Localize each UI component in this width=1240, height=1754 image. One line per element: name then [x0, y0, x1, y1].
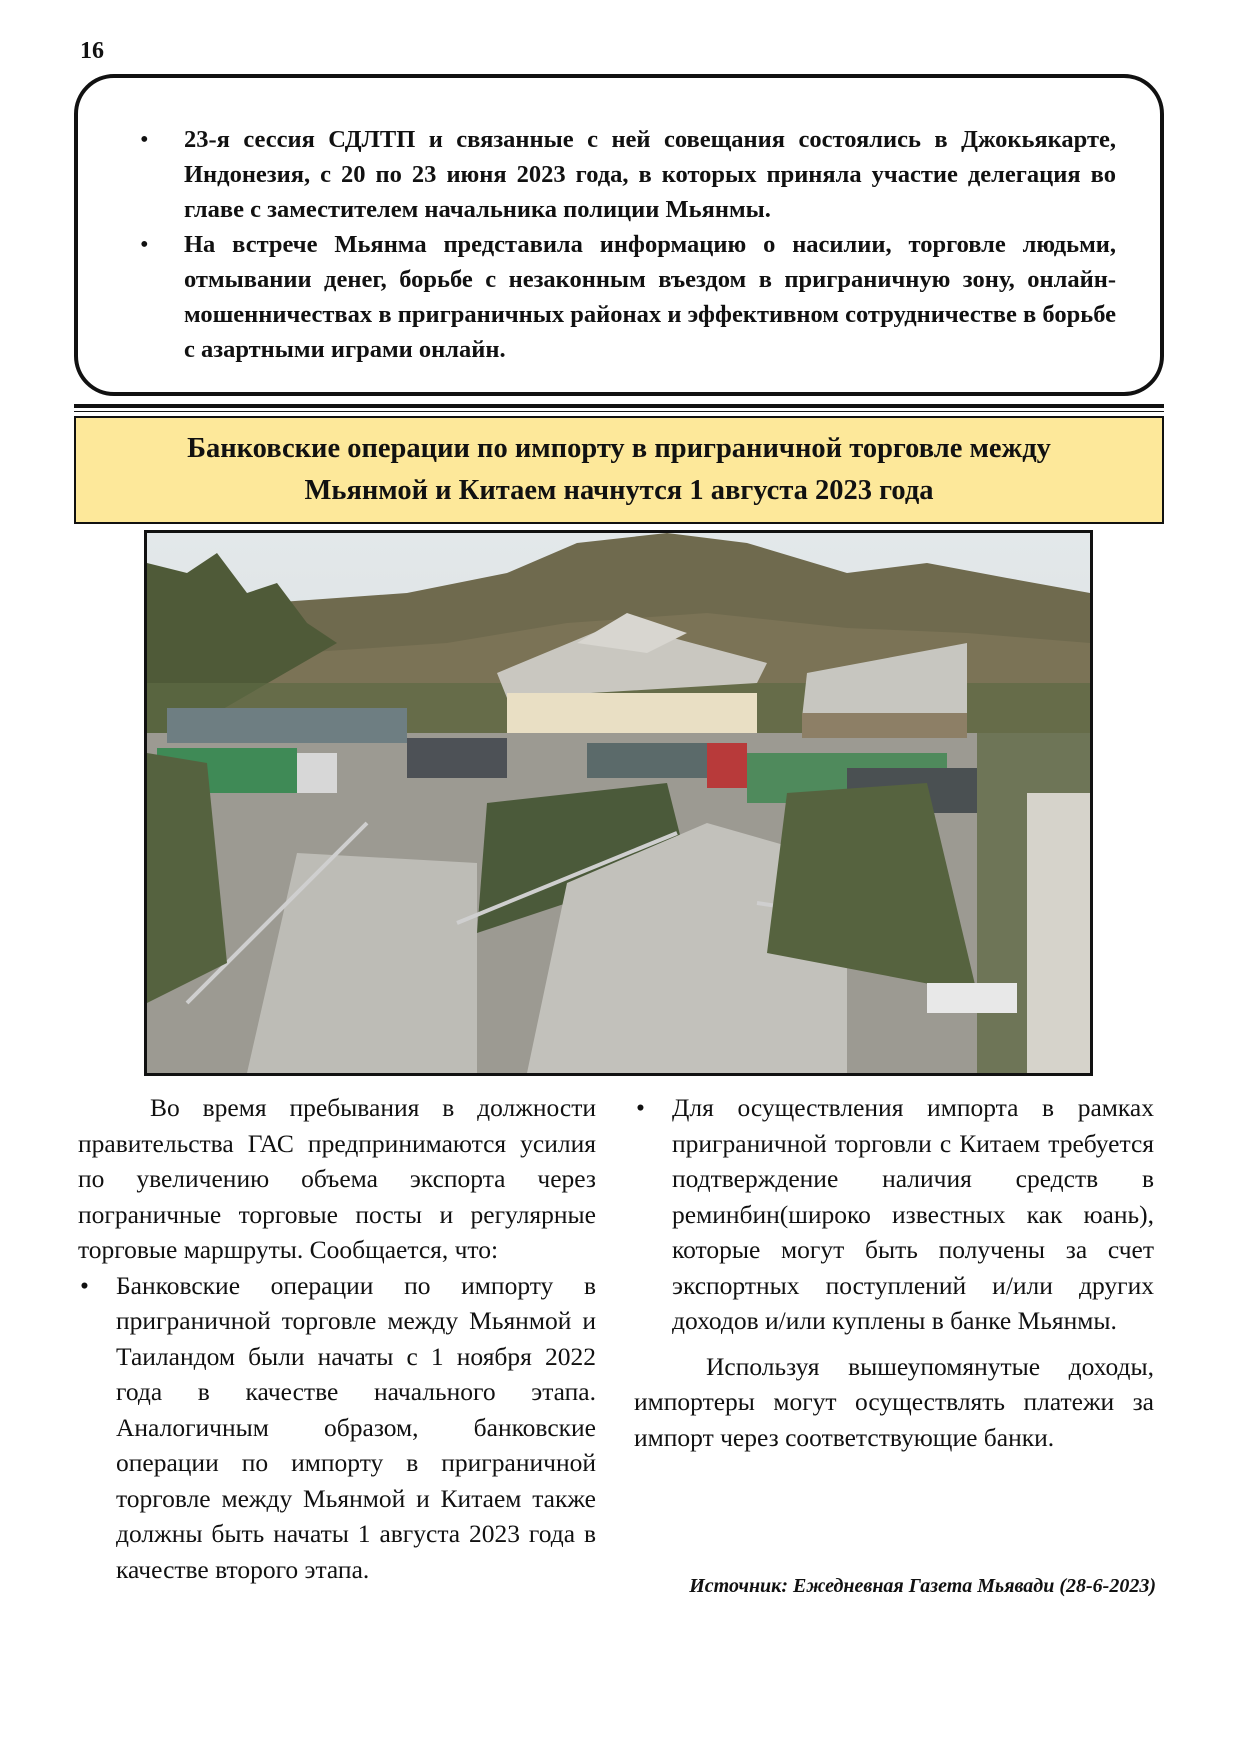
source-credit: Источник: Ежедневная Газета Мьявади (28-6-2023)	[689, 1575, 1156, 1597]
article-left-column	[78, 1090, 596, 1587]
headline-line-1: Банковские операции по импорту в приграничной торговле между	[187, 433, 1051, 464]
article-closing-paragraph: Используя вышеупомянутые доходы, импортеры могут осуществлять платежи за импорт через соответствующие банки.	[634, 1351, 1154, 1452]
info-box-list	[136, 122, 1116, 367]
article-headline	[74, 416, 1164, 524]
info-box-bullet: • На встрече Мьянма представила информацию о насилии, торговле людьми, отмывании денег, борьбе с незаконным въездом в приграничную зону, онлайн-мошенничествах в приграничных районах и эффективном сотрудничестве в борьбе с азартными играми онлайн.	[184, 227, 1116, 367]
left-bullet: • Банковские операции по импорту в приграничной торговле между Мьянмой и Таиландом были начаты с 1 ноября 2022 года в качестве начального этапа. Аналогичным образом, банковские операции по импорту в приграничной торговле между Мьянмой и Китаем также должны быть начаты 1 августа 2023 года в качестве второго этапа.	[116, 1268, 596, 1588]
border-trade-photo	[144, 530, 1093, 1076]
right-bullet-list	[634, 1090, 1154, 1339]
headline-line-2: Мьянмой и Китаем начнутся 1 августа 2023 года	[304, 475, 934, 506]
page-number: 16	[80, 38, 104, 64]
divider-rule-thin	[74, 411, 1164, 412]
divider-rule	[74, 404, 1164, 408]
info-box-bullet: • 23-я сессия СДЛТП и связанные с ней совещания состоялись в Джокьякарте, Индонезия, с 20 по 23 июня 2023 года, в которых приняла участие делегация во главе с заместителем начальника полиции Мьянмы.	[184, 122, 1116, 227]
right-bullet: • Для осуществления импорта в рамках приграничной торговли с Китаем требуется подтверждение наличия средств в реминбин(широко известных как юань), которые могут быть получены за счет экспортных поступлений и/или других доходов и/или куплены в банке Мьянмы.	[672, 1090, 1154, 1339]
article-intro: Во время пребывания в должности правительства ГАС предпринимаются усилия по увеличению объема экспорта через пограничные торговые посты и регулярные торговые маршруты. Сообщается, что:	[78, 1093, 596, 1264]
article-right-column	[634, 1090, 1154, 1455]
info-box	[74, 74, 1164, 396]
left-bullet-list	[78, 1268, 596, 1588]
